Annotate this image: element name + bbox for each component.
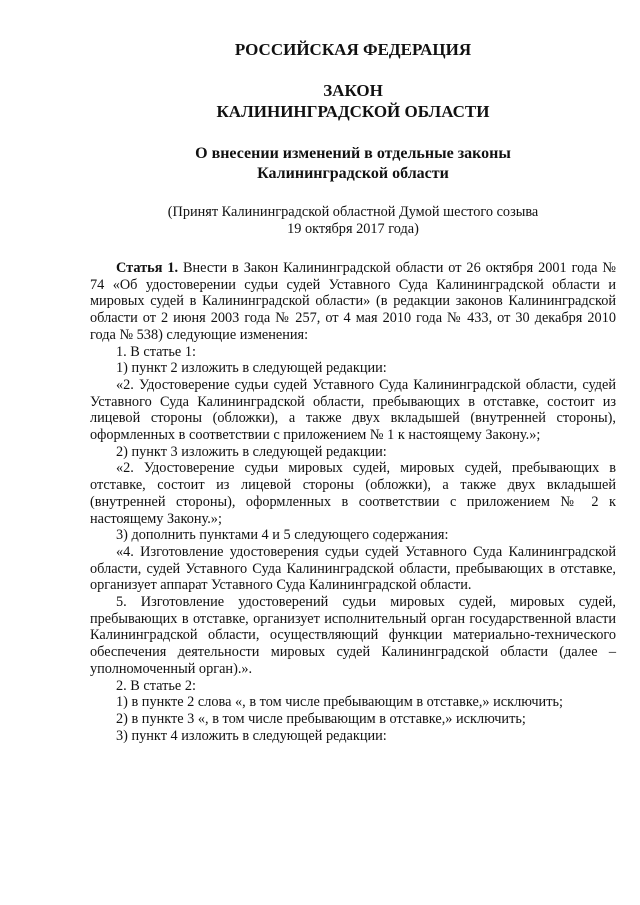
subject-line-2: Калининградской области [257,165,449,182]
law-heading [90,80,616,122]
paragraph: 3) пункт 4 изложить в следующей редакции: [116,727,387,744]
article-1-text: Внести в Закон Калининградской области от 26 октября 2001 года № 74 «Об удостоверении судьи судей Уставного Суда Калининградской области и мировых судей в Калининградской области» (в редакции законов Калининградской области от 2 июня 2003 года № 257, от 4 мая 2010 года № 433, от 30 декабря 2010 года № 538) следующие изменения: [90,260,617,343]
paragraph: 5. Изготовление удостоверений судьи мировых судей, мировых судей, пребывающих в отставке, организует исполнительный орган государственной власти Калининградской области, осуществляющий функции материально-технического обеспечения деятельности мировых судей Калининградской области (далее – уполномоченный орган).». [90,594,616,677]
article-1 [90,260,616,344]
article-1-label: Статья 1. [116,260,179,276]
law-title: ЗАКОН [323,81,383,100]
paragraph: 3) дополнить пунктами 4 и 5 следующего содержания: [116,527,449,544]
law-subject [90,144,616,184]
subject-line-1: О внесении изменений в отдельные законы [195,145,511,162]
adoption-line-1: (Принят Калининградской областной Думой шестого созыва [167,204,539,220]
country-heading: РОССИЙСКАЯ ФЕДЕРАЦИЯ [234,40,472,59]
paragraph: «2. Удостоверение судьи мировых судей, мировых судей, пребывающих в отставке, состоит из лицевой стороны (обложки), а также двух вкладышей (внутренней стороны), оформленных в соответствии с приложением № 2 к настоящему Закону.»; [90,460,616,527]
paragraph: 1) пункт 2 изложить в следующей редакции: [116,360,387,377]
paragraph: 2) пункт 3 изложить в следующей редакции: [116,443,387,460]
paragraph: 1) в пункте 2 слова «, в том числе пребывающим в отставке,» исключить; [116,694,563,711]
paragraph: 1. В статье 1: [116,343,196,360]
adoption-note [90,204,616,238]
adoption-line-2: 19 октября 2017 года) [287,221,419,237]
paragraph: 2) в пункте 3 «, в том числе пребывающим в отставке,» исключить; [116,710,526,727]
paragraph: «4. Изготовление удостоверения судьи судей Уставного Суда Калининградской области, судей Уставного Суда Калининградской области, пребывающих в отставке, организует аппарат Уставного Суда Калининградской области. [90,543,616,594]
law-region: КАЛИНИНГРАДСКОЙ ОБЛАСТИ [216,102,490,121]
paragraph: «2. Удостоверение судьи судей Уставного Суда Калининградской области, судей Уставного Суда Калининградской области, пребывающих в отставке, состоит из лицевой стороны (обложки), а также двух вкладышей (внутренней стороны), оформленных в соответствии с приложением № 1 к настоящему Закону.»; [90,376,616,444]
paragraph: 2. В статье 2: [116,677,196,694]
